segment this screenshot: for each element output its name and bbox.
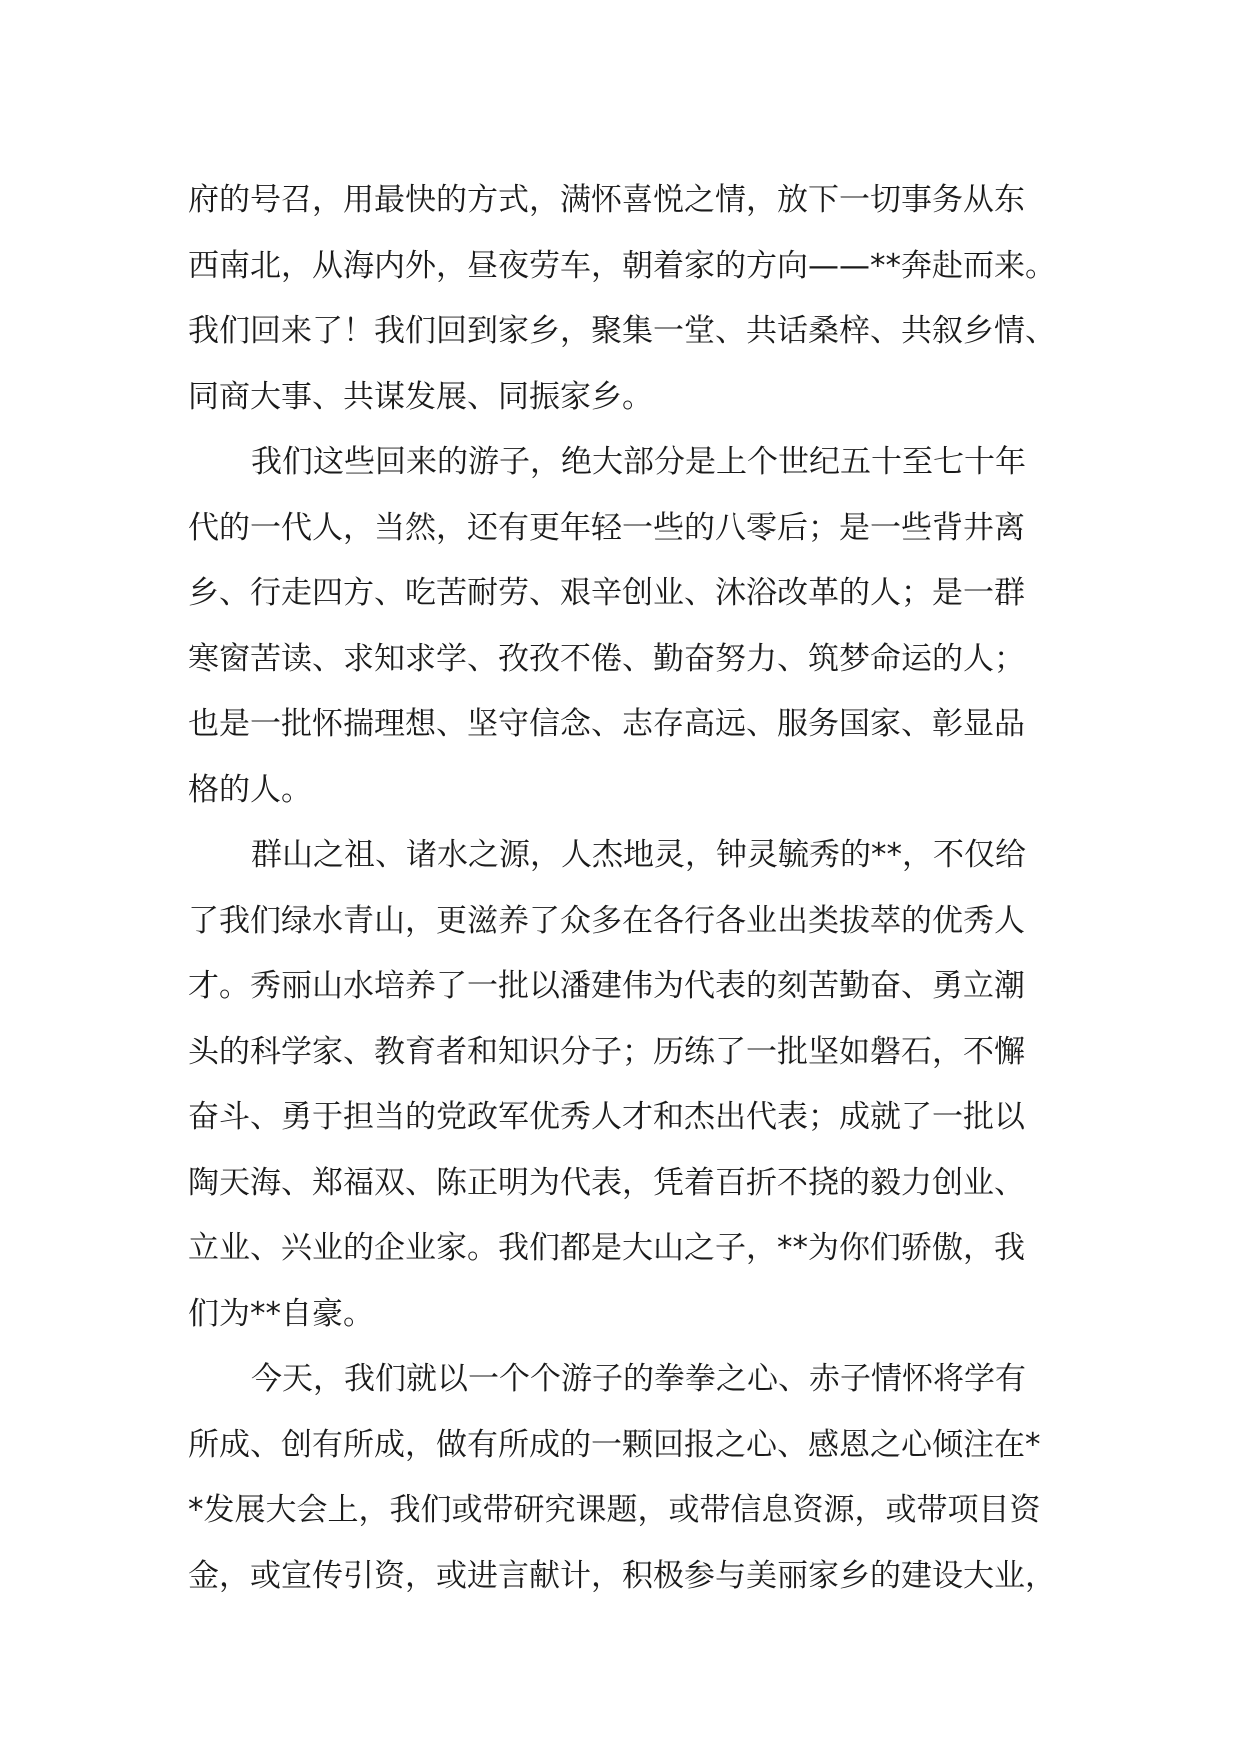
text-line: 奋斗、勇于担当的党政军优秀人才和杰出代表；成就了一批以 [188,1099,1025,1135]
text-line: 代的一代人，当然，还有更年轻一些的八零后；是一些背井离 [188,509,1025,546]
text-line: 才。秀丽山水培养了一批以潘建伟为代表的刻苦勤奋、勇立潮 [188,968,1025,1004]
text-line: 所成、创有所成，做有所成的一颗回报之心、感恩之心倾注在* [188,1426,1041,1463]
body-text [188,168,1088,1609]
text-line: 陶天海、郑福双、陈正明为代表，凭着百折不挠的毅力创业、 [188,1164,1025,1201]
text-line: *发展大会上，我们或带研究课题，或带信息资源，或带项目资 [188,1492,1041,1528]
text-line: 了我们绿水青山，更滋养了众多在各行各业出类拔萃的优秀人 [188,902,1025,939]
text-line: 头的科学家、教育者和知识分子；历练了一批坚如磐石，不懈 [188,1033,1025,1070]
text-line: 同商大事、共谋发展、同振家乡。 [188,378,653,415]
text-line: 乡、行走四方、吃苦耐劳、艰辛创业、沐浴改革的人；是一群 [188,575,1025,611]
paragraph-first-line: 我们这些回来的游子，绝大部分是上个世纪五十至七十年 [251,444,1026,480]
text-line: 西南北，从海内外，昼夜劳车，朝着家的方向——**奔赴而来。 [188,247,1056,284]
text-line: 也是一批怀揣理想、坚守信念、志存高远、服务国家、彰显品 [188,706,1025,742]
text-line: 我们回来了！我们回到家乡，聚集一堂、共话桑梓、共叙乡情、 [188,313,1056,349]
paragraph-first-line: 群山之祖、诸水之源，人杰地灵，钟灵毓秀的**，不仅给 [251,837,1026,873]
text-line: 寒窗苦读、求知求学、孜孜不倦、勤奋努力、筑梦命运的人； [188,640,1025,677]
text-line: 金，或宣传引资，或进言献计，积极参与美丽家乡的建设大业， [188,1557,1056,1594]
text-line: 们为**自豪。 [188,1295,374,1332]
text-line: 格的人。 [188,771,312,808]
text-line: 立业、兴业的企业家。我们都是大山之子，**为你们骄傲，我 [188,1230,1025,1266]
text-line: 府的号召，用最快的方式，满怀喜悦之情，放下一切事务从东 [188,182,1025,218]
paragraph-first-line: 今天，我们就以一个个游子的拳拳之心、赤子情怀将学有 [251,1361,1026,1397]
